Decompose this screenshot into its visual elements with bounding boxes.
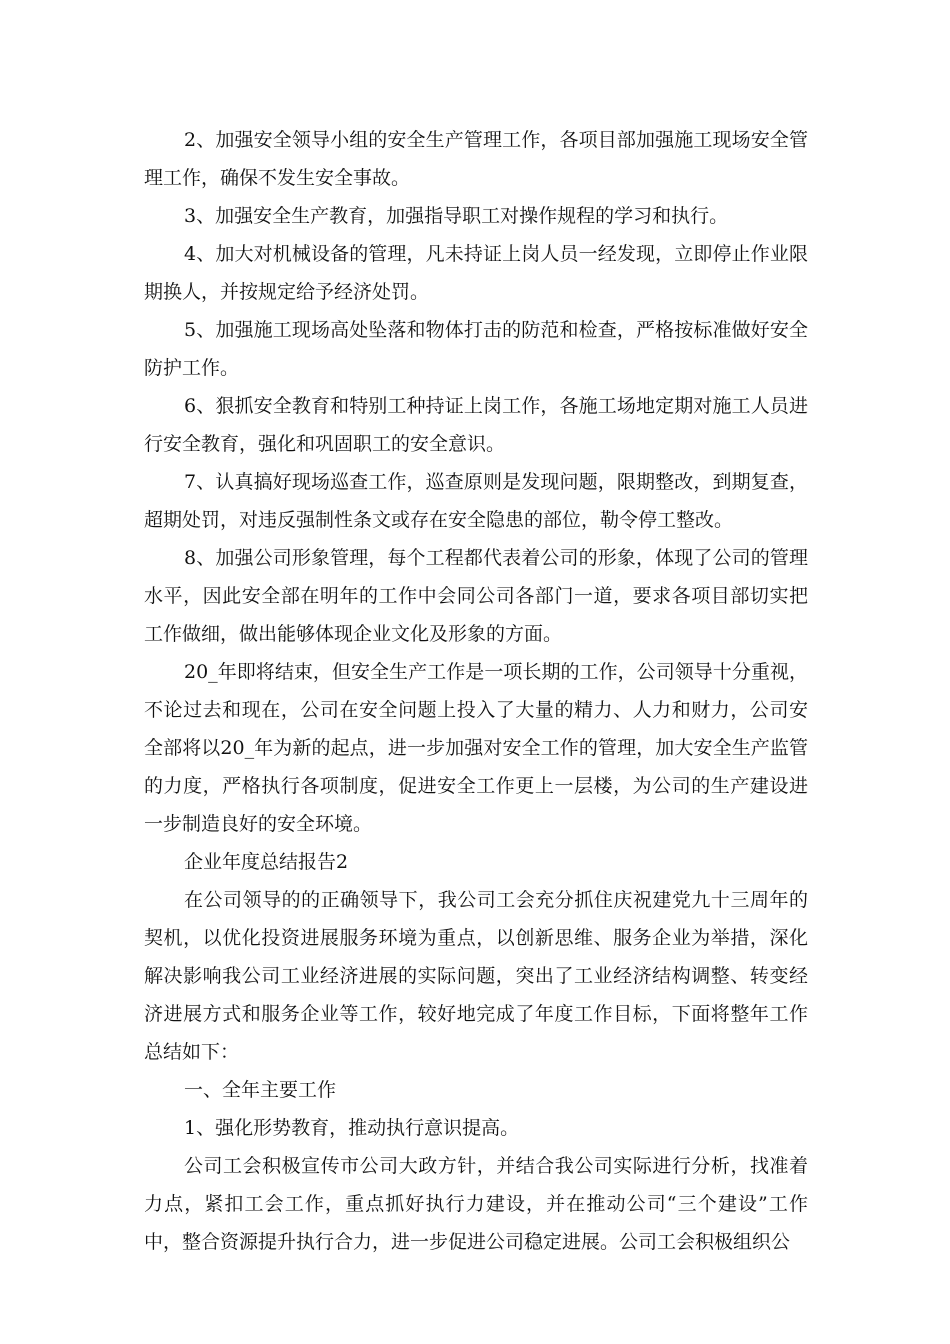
paragraph-item-6: 6、狠抓安全教育和特别工种持证上岗工作，各施工场地定期对施工人员进行安全教育，强化和巩固职工的安全意识。 <box>144 395 808 455</box>
paragraph-item-7: 7、认真搞好现场巡查工作，巡查原则是发现问题，限期整改，到期复查，超期处罚，对违反强制性条文或存在安全隐患的部位，勒令停工整改。 <box>144 471 808 531</box>
closing-paragraph: 20_年即将结束，但安全生产工作是一项长期的工作，公司领导十分重视，不论过去和现在，公司在安全问题上投入了大量的精力、人力和财力，公司安全部将以20_年为新的起点，进一步加强对安全工作的管理，加大安全生产监管的力度，严格执行各项制度，促进安全工作更上一层楼，为公司的生产建设进一步制造良好的安全环境。 <box>144 661 808 835</box>
paragraph-item-3: 3、加强安全生产教育，加强指导职工对操作规程的学习和执行。 <box>184 205 729 227</box>
paragraph-item-4: 4、加大对机械设备的管理，凡未持证上岗人员一经发现，立即停止作业限期换人，并按规定给予经济处罚。 <box>144 243 808 303</box>
document-body <box>144 121 808 1261</box>
paragraph-item-2: 2、加强安全领导小组的安全生产管理工作，各项目部加强施工现场安全管理工作，确保不发生安全事故。 <box>144 129 808 189</box>
section-heading-main-work: 一、全年主要工作 <box>184 1079 337 1101</box>
paragraph-item-8: 8、加强公司形象管理，每个工程都代表着公司的形象，体现了公司的管理水平，因此安全部在明年的工作中会同公司各部门一道，要求各项目部切实把工作做细，做出能够体现企业文化及形象的方面。 <box>144 547 808 645</box>
intro-paragraph: 在公司领导的的正确领导下，我公司工会充分抓住庆祝建党九十三周年的契机，以优化投资进展服务环境为重点，以创新思维、服务企业为举措，深化解决影响我公司工业经济进展的实际问题，突出了工业经济结构调整、转变经济进展方式和服务企业等工作，较好地完成了年度工作目标，下面将整年工作总结如下： <box>144 889 808 1063</box>
subheading-item-1: 1、强化形势教育，推动执行意识提高。 <box>184 1117 520 1139</box>
paragraph-item-5: 5、加强施工现场高处坠落和物体打击的防范和检查，严格按标准做好安全防护工作。 <box>144 319 808 379</box>
section-title-report-2: 企业年度总结报告2 <box>184 851 349 873</box>
body-paragraph: 公司工会积极宣传市公司大政方针，并结合我公司实际进行分析，找准着力点，紧扣工会工作，重点抓好执行力建设，并在推动公司“三个建设”工作中，整合资源提升执行合力，进一步促进公司稳定进展。公司工会积极组织公 <box>144 1155 808 1253</box>
